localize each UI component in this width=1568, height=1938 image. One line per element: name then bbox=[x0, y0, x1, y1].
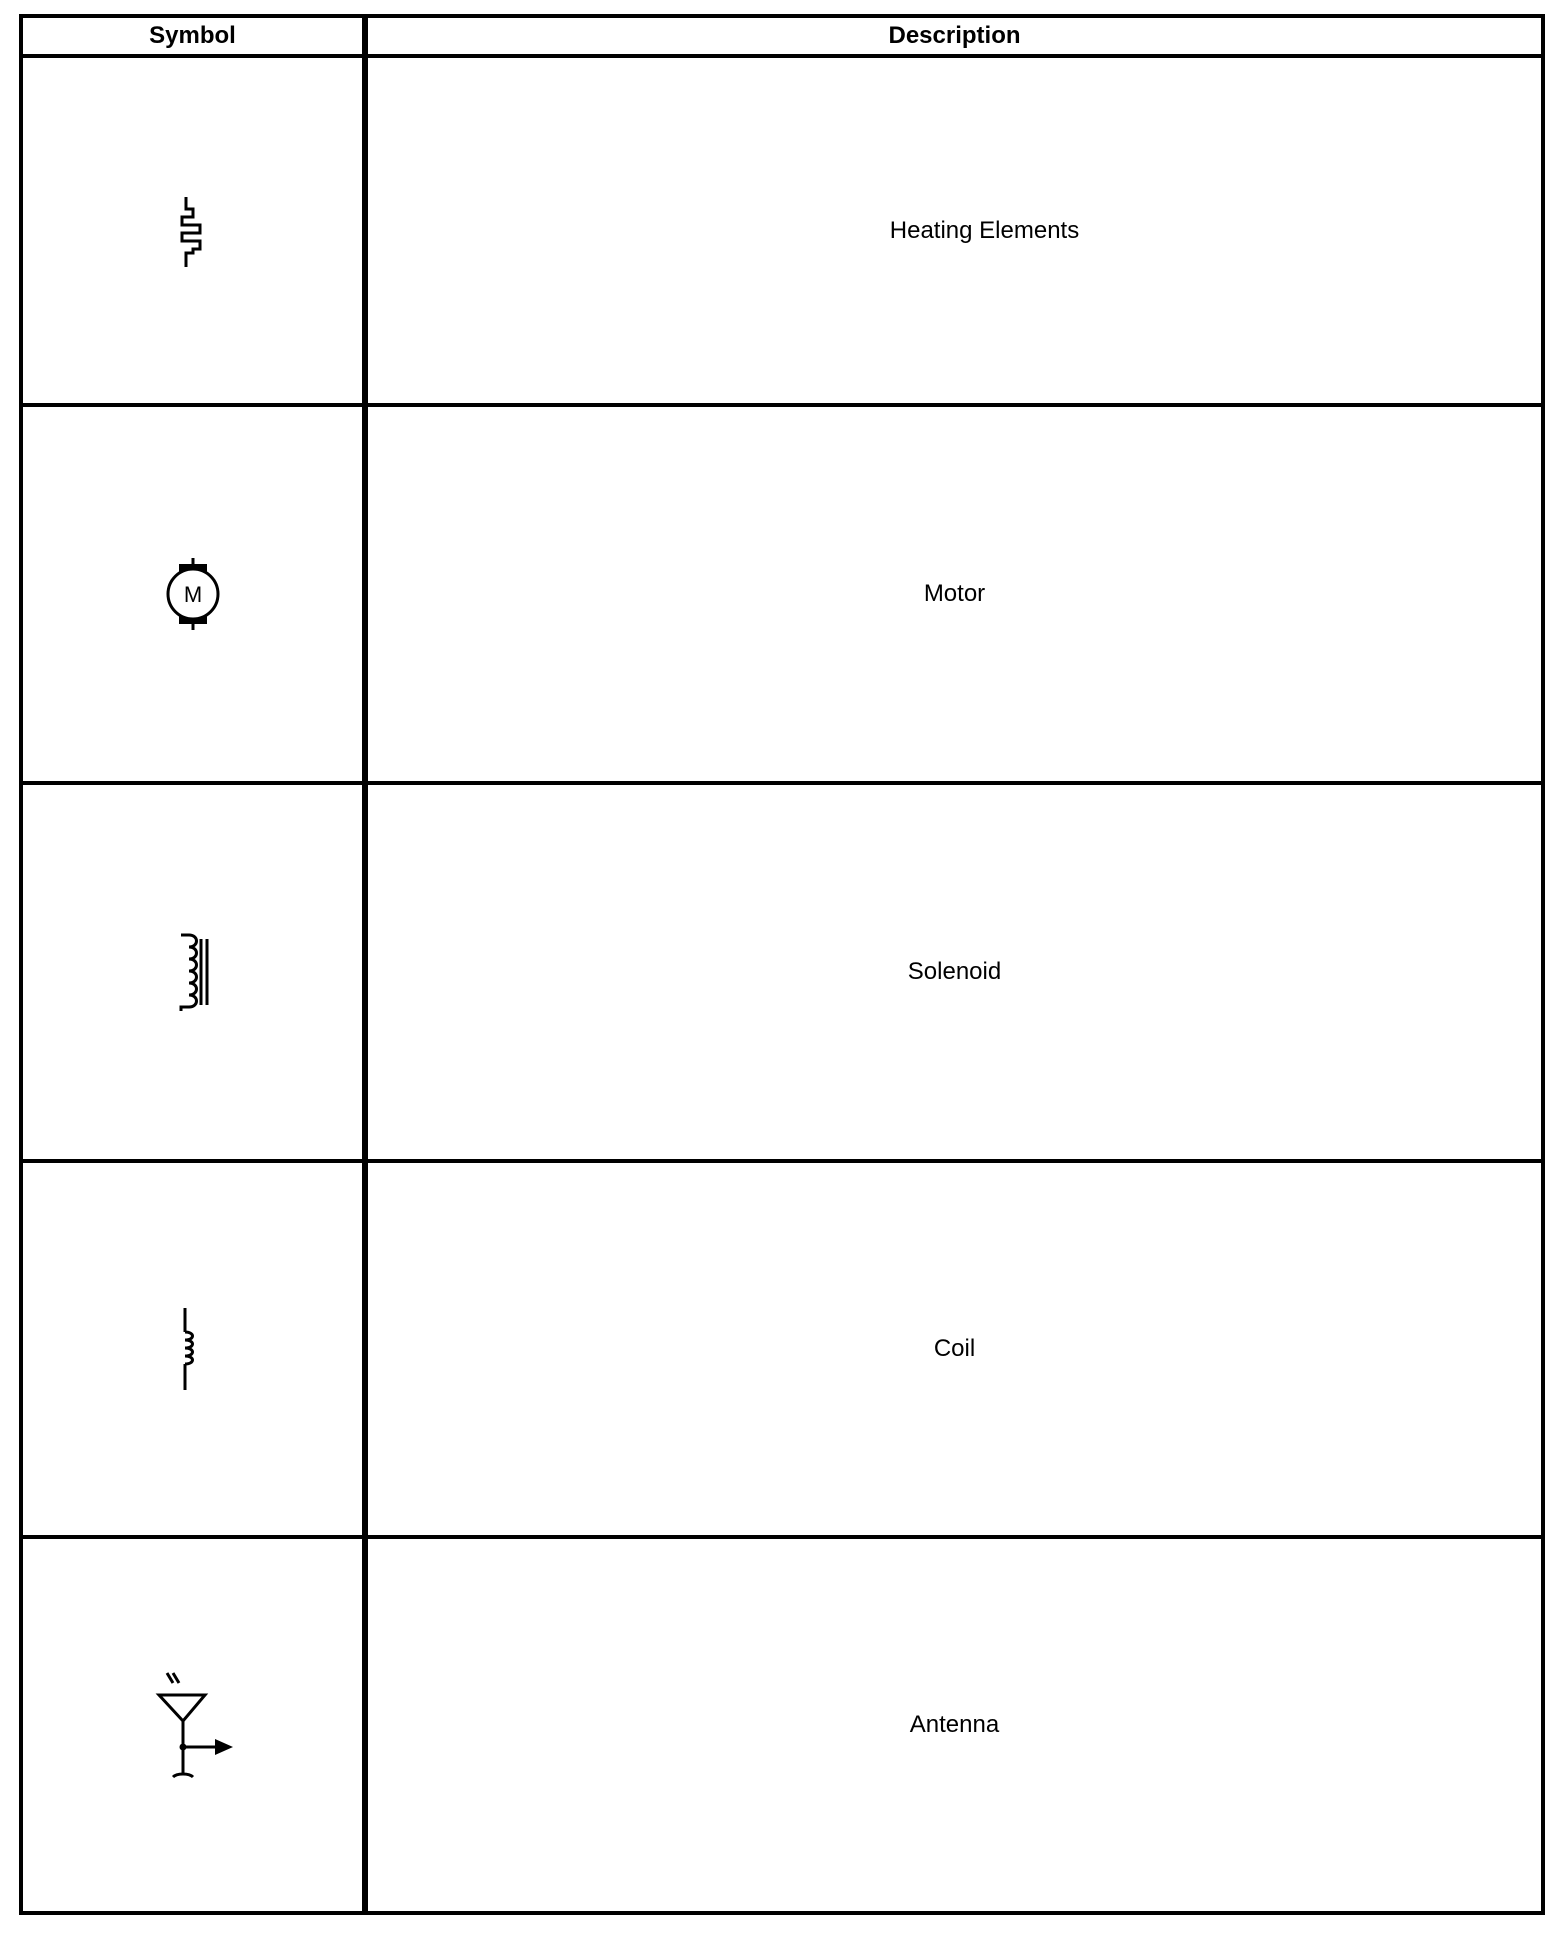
symbol-cell bbox=[21, 783, 365, 1161]
description-text: Coil bbox=[933, 1335, 976, 1362]
table-row bbox=[21, 783, 1543, 1161]
description-cell bbox=[365, 783, 1543, 1161]
description-cell bbox=[365, 56, 1543, 405]
description-cell bbox=[365, 405, 1543, 783]
description-text: Antenna bbox=[909, 1711, 1000, 1738]
table-row bbox=[21, 56, 1543, 405]
symbol-cell bbox=[21, 405, 365, 783]
motor-label: M bbox=[183, 582, 202, 607]
symbol-cell bbox=[21, 56, 365, 405]
description-text: Solenoid bbox=[907, 958, 1002, 985]
description-cell bbox=[365, 1161, 1543, 1537]
antenna-icon bbox=[133, 1665, 253, 1785]
description-cell bbox=[365, 1537, 1543, 1913]
symbol-table bbox=[19, 14, 1545, 1915]
heating-element-icon bbox=[163, 191, 223, 271]
symbol-cell bbox=[21, 1161, 365, 1537]
symbol-cell bbox=[21, 1537, 365, 1913]
description-text: Heating Elements bbox=[889, 216, 1080, 244]
solenoid-icon bbox=[163, 927, 223, 1017]
coil-icon bbox=[163, 1304, 223, 1394]
description-text: Motor bbox=[923, 580, 986, 607]
motor-icon bbox=[153, 554, 233, 634]
table-row bbox=[21, 405, 1543, 783]
table-row bbox=[21, 1161, 1543, 1537]
symbol-column-header: Symbol bbox=[21, 16, 365, 56]
header-row bbox=[21, 16, 1543, 56]
table-row bbox=[21, 1537, 1543, 1913]
description-column-header: Description bbox=[365, 16, 1543, 56]
